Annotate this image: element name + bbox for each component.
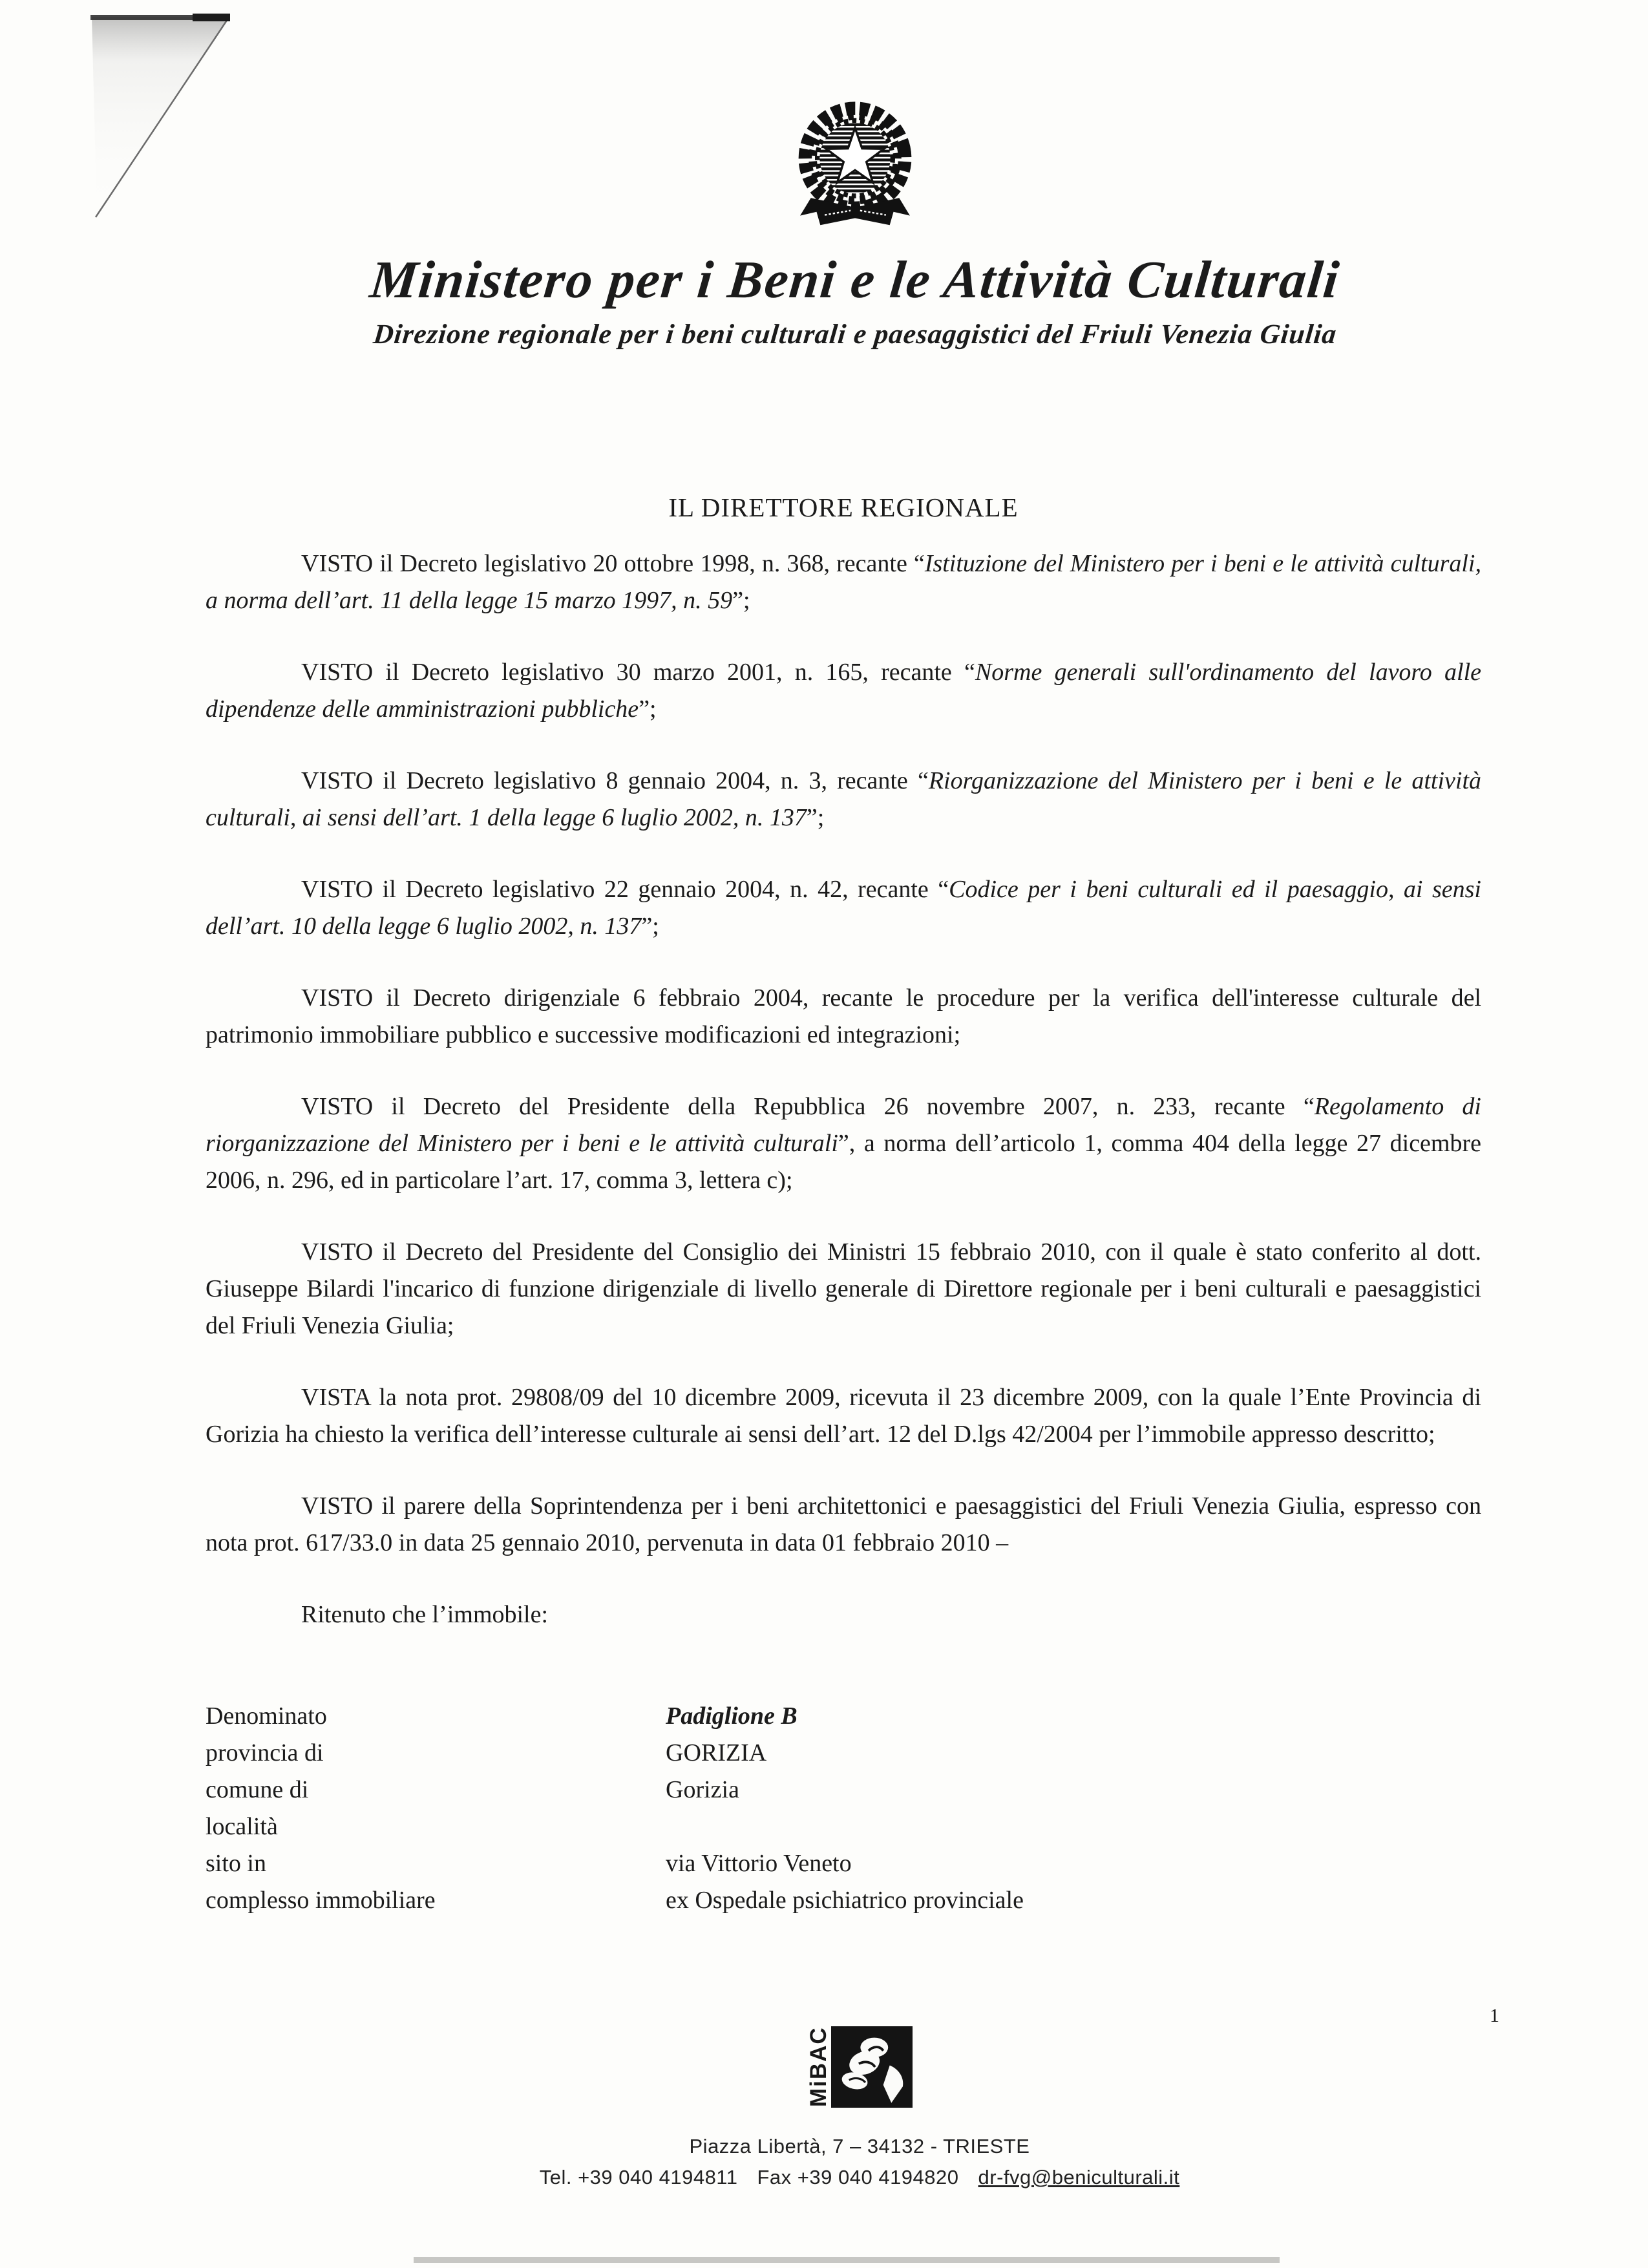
mibac-logo <box>36 2026 1648 2108</box>
property-value: GORIZIA <box>666 1739 767 1766</box>
letterfoot <box>36 2026 1648 2189</box>
paragraph <box>206 1488 1481 1562</box>
property-value: Gorizia <box>666 1776 739 1803</box>
paragraph-text: VISTO il Decreto legislativo 8 gennaio 2004, n. 3, recante “ <box>301 767 929 794</box>
paragraph-text: ”; <box>639 695 657 723</box>
footer-contacts <box>36 2166 1648 2189</box>
paragraph-text: ”; <box>732 587 750 614</box>
property-row <box>206 1845 1481 1882</box>
property-row <box>206 1698 1481 1735</box>
property-row <box>206 1772 1481 1808</box>
cited-title-text: Regolamento di riorganizzazione del Ministero per i beni e le attività culturali <box>206 1093 1481 1157</box>
paragraph <box>206 1379 1481 1453</box>
closing-line: Ritenuto che l’immobile: <box>301 1601 549 1628</box>
property-value: Padiglione B <box>666 1702 798 1730</box>
paragraph-text: VISTO il parere della Soprintendenza per i beni architettonici e paesaggistici del Friuli Venezia Giulia, espresso con nota prot. 617/33.0 in data 25 gennaio 2010, pervenuta in data 01 febbraio 2010 – <box>206 1492 1481 1556</box>
paragraph <box>206 1234 1481 1344</box>
paragraph <box>206 871 1481 945</box>
property-table <box>206 1698 1481 1919</box>
cited-title-text: Codice per i beni culturali ed il paesaggio, ai sensi dell’art. 10 della legge 6 luglio 2002, n. 137 <box>206 876 1481 940</box>
property-value <box>666 1808 1481 1845</box>
footer-fax: Fax +39 040 4194820 <box>757 2166 959 2189</box>
footer-phone: Tel. +39 040 4194811 <box>539 2166 738 2189</box>
paragraph-text: VISTA la nota prot. 29808/09 del 10 dicembre 2009, ricevuta il 23 dicembre 2009, con la quale l’Ente Provincia di Gorizia ha chiesto la verifica dell’interesse culturale ai sensi dell’art. 12 del D.lgs 42/2004 per l’immobile appresso descritto; <box>206 1384 1481 1448</box>
paragraph-text: VISTO il Decreto legislativo 22 gennaio 2004, n. 42, recante “ <box>301 876 949 903</box>
document-heading: IL DIRETTORE REGIONALE <box>668 493 1019 522</box>
paragraph-text: ”, a norma dell’articolo 1, comma 404 della legge 27 dicembre 2006, n. 296, ed in particolare l’art. 17, comma 3, lettera c); <box>206 1130 1481 1194</box>
paragraphs <box>206 546 1481 1562</box>
footer-email: dr-fvg@beniculturali.it <box>978 2166 1180 2189</box>
property-value: ex Ospedale psichiatrico provinciale <box>666 1887 1024 1914</box>
property-value: via Vittorio Veneto <box>666 1850 852 1877</box>
footer-address: Piazza Libertà, 7 – 34132 - TRIESTE <box>689 2135 1030 2157</box>
property-label: sito in <box>206 1850 266 1877</box>
paragraph <box>206 546 1481 619</box>
property-label: provincia di <box>206 1739 324 1766</box>
cited-title-text: Norme generali sull'ordinamento del lavoro alle dipendenze delle amministrazioni pubbliche <box>206 659 1481 723</box>
paragraph <box>206 763 1481 836</box>
cited-title-text: Istituzione del Ministero per i beni e le attività culturali, a norma dell’art. 11 della legge 15 marzo 1997, n. 59 <box>206 550 1481 614</box>
paragraph-text: VISTO il Decreto legislativo 20 ottobre 1998, n. 368, recante “ <box>301 550 925 577</box>
property-row <box>206 1808 1481 1845</box>
document-body <box>206 546 1481 1919</box>
mibac-vertical-label: MiBAC <box>805 2026 831 2108</box>
mibac-statue-icon <box>831 2026 913 2108</box>
paragraph <box>206 980 1481 1054</box>
property-label: località <box>206 1813 278 1840</box>
paragraph-text: ”; <box>806 804 825 831</box>
property-row <box>206 1735 1481 1772</box>
letterhead <box>31 0 1648 355</box>
italy-republic-emblem-icon <box>795 98 915 231</box>
property-label: Denominato <box>206 1702 327 1730</box>
property-label: complesso immobiliare <box>206 1887 436 1914</box>
paragraph <box>206 654 1481 728</box>
paragraph <box>206 1088 1481 1199</box>
cited-title-text: Riorganizzazione del Ministero per i beni e le attività culturali, ai sensi dell’art. 1 della legge 6 luglio 2002, n. 137 <box>206 767 1481 831</box>
property-row <box>206 1882 1481 1919</box>
ministry-title: Ministero per i Beni e le Attività Culturali <box>367 250 1343 309</box>
paragraph-text: ”; <box>641 913 659 940</box>
scan-edge-artifact <box>414 2257 1280 2263</box>
paragraph-text: VISTO il Decreto dirigenziale 6 febbraio 2004, recante le procedure per la verifica dell'interesse culturale del patrimonio immobiliare pubblico e successive modificazioni ed integrazioni; <box>206 984 1481 1048</box>
property-label: comune di <box>206 1776 309 1803</box>
paragraph-text: VISTO il Decreto del Presidente del Consiglio dei Ministri 15 febbraio 2010, con il quale è stato conferito al dott. Giuseppe Bilardi l'incarico di funzione dirigenziale di livello generale di Direttore regionale per i beni culturali e paesaggistici del Friuli Venezia Giulia; <box>206 1238 1481 1339</box>
paragraph-text: VISTO il Decreto del Presidente della Repubblica 26 novembre 2007, n. 233, recante “ <box>301 1093 1315 1120</box>
page-number: 1 <box>1490 2005 1499 2026</box>
regional-direction-subtitle: Direzione regionale per i beni culturali e paesaggistici del Friuli Venezia Giulia <box>372 319 1338 350</box>
paragraph-text: VISTO il Decreto legislativo 30 marzo 2001, n. 165, recante “ <box>301 659 975 686</box>
